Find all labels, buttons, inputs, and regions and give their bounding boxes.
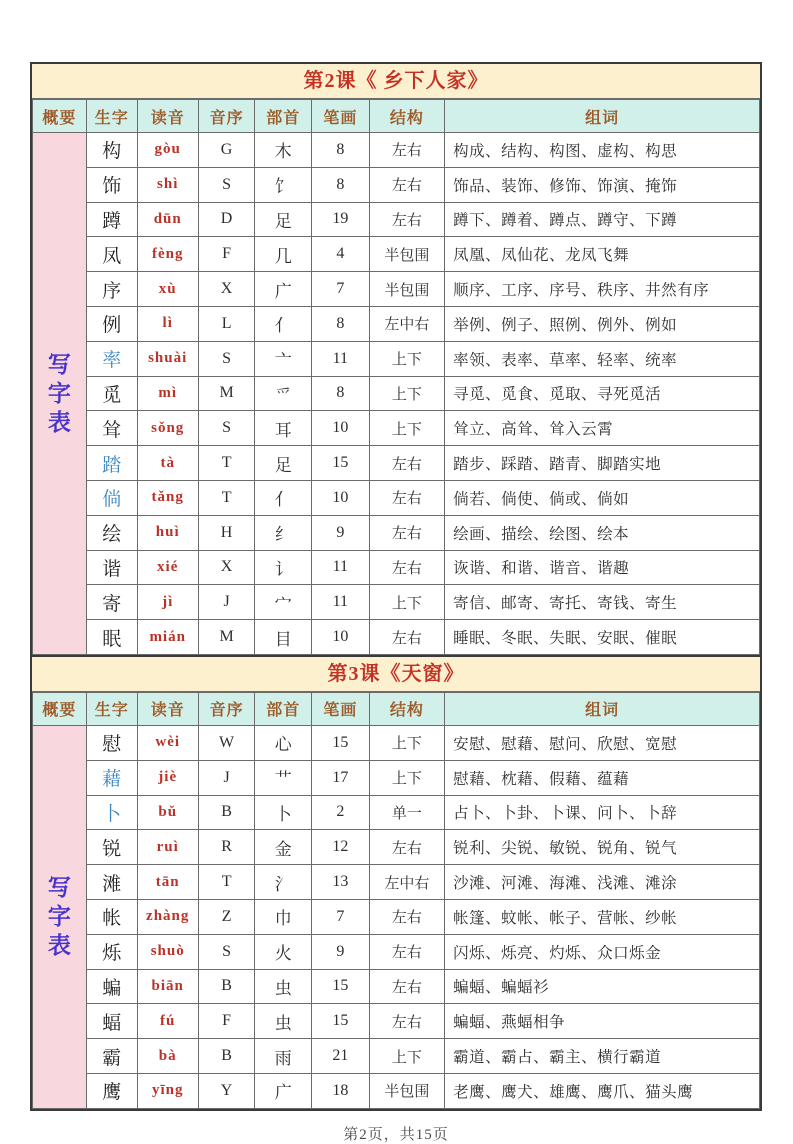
word-combinations-cell: 帐篷、蚊帐、帐子、营帐、纱帐 [445, 899, 760, 934]
stroke-count-cell: 15 [312, 446, 369, 481]
alphabetical-order-cell: L [198, 306, 255, 341]
stroke-count-cell: 15 [312, 969, 369, 1004]
word-combinations-cell: 蹲下、蹲着、蹲点、蹲守、下蹲 [445, 202, 760, 237]
character-row [33, 133, 760, 168]
radical-cell: 讠 [255, 550, 312, 585]
character-cell: 锐 [86, 830, 137, 865]
word-combinations-cell: 倘若、倘使、倘或、倘如 [445, 480, 760, 515]
pinyin-cell: gòu [137, 133, 198, 168]
character-cell: 滩 [86, 865, 137, 900]
character-cell: 藉 [86, 760, 137, 795]
stroke-count-cell: 9 [312, 515, 369, 550]
alphabetical-order-cell: B [198, 1039, 255, 1074]
character-row [33, 306, 760, 341]
structure-cell: 左右 [369, 969, 445, 1004]
radical-cell: 足 [255, 446, 312, 481]
stroke-count-cell: 8 [312, 133, 369, 168]
character-cell: 构 [86, 133, 137, 168]
column-header: 组词 [445, 100, 760, 133]
structure-cell: 上下 [369, 376, 445, 411]
radical-cell: 耳 [255, 411, 312, 446]
stroke-count-cell: 15 [312, 725, 369, 760]
word-combinations-cell: 绘画、描绘、绘图、绘本 [445, 515, 760, 550]
character-cell: 凤 [86, 237, 137, 272]
structure-cell: 上下 [369, 585, 445, 620]
pinyin-cell: bà [137, 1039, 198, 1074]
word-combinations-cell: 霸道、霸占、霸主、横行霸道 [445, 1039, 760, 1074]
stroke-count-cell: 4 [312, 237, 369, 272]
character-row [33, 760, 760, 795]
radical-cell: 木 [255, 133, 312, 168]
character-row [33, 376, 760, 411]
radical-cell: 巾 [255, 899, 312, 934]
structure-cell: 单一 [369, 795, 445, 830]
character-cell: 蹲 [86, 202, 137, 237]
word-combinations-cell: 寄信、邮寄、寄托、寄钱、寄生 [445, 585, 760, 620]
lesson-title: 第3课《天窗》 [32, 657, 760, 692]
header-row [33, 100, 760, 133]
alphabetical-order-cell: T [198, 480, 255, 515]
table-head [33, 692, 760, 725]
character-table [32, 99, 760, 655]
page-footer: 第2页，共15页 [343, 1126, 449, 1143]
character-row [33, 1073, 760, 1108]
pinyin-cell: xié [137, 550, 198, 585]
radical-cell: 广 [255, 272, 312, 307]
pinyin-cell: bǔ [137, 795, 198, 830]
character-cell: 耸 [86, 411, 137, 446]
structure-cell: 上下 [369, 760, 445, 795]
word-combinations-cell: 锐利、尖锐、敏锐、锐角、锐气 [445, 830, 760, 865]
alphabetical-order-cell: H [198, 515, 255, 550]
structure-cell: 左中右 [369, 306, 445, 341]
character-row [33, 480, 760, 515]
alphabetical-order-cell: G [198, 133, 255, 168]
column-header: 部首 [255, 692, 312, 725]
column-header: 部首 [255, 100, 312, 133]
character-cell: 倘 [86, 480, 137, 515]
overview-cell [33, 725, 87, 1108]
alphabetical-order-cell: D [198, 202, 255, 237]
pinyin-cell: shuài [137, 341, 198, 376]
word-combinations-cell: 顺序、工序、序号、秩序、井然有序 [445, 272, 760, 307]
structure-cell: 左右 [369, 515, 445, 550]
column-header: 生字 [86, 100, 137, 133]
character-cell: 例 [86, 306, 137, 341]
alphabetical-order-cell: B [198, 969, 255, 1004]
word-combinations-cell: 沙滩、河滩、海滩、浅滩、滩涂 [445, 865, 760, 900]
table-head [33, 100, 760, 133]
character-row [33, 795, 760, 830]
column-header: 笔画 [312, 100, 369, 133]
word-combinations-cell: 踏步、踩踏、踏青、脚踏实地 [445, 446, 760, 481]
character-row [33, 899, 760, 934]
stroke-count-cell: 17 [312, 760, 369, 795]
structure-cell: 左右 [369, 550, 445, 585]
word-combinations-cell: 凤凰、凤仙花、龙凤飞舞 [445, 237, 760, 272]
character-row [33, 411, 760, 446]
radical-cell: 目 [255, 620, 312, 655]
stroke-count-cell: 21 [312, 1039, 369, 1074]
alphabetical-order-cell: Z [198, 899, 255, 934]
character-row [33, 969, 760, 1004]
stroke-count-cell: 10 [312, 411, 369, 446]
structure-cell: 左中右 [369, 865, 445, 900]
alphabetical-order-cell: F [198, 237, 255, 272]
character-row [33, 725, 760, 760]
character-cell: 序 [86, 272, 137, 307]
character-row [33, 550, 760, 585]
column-header: 概要 [33, 100, 87, 133]
stroke-count-cell: 8 [312, 306, 369, 341]
character-row [33, 272, 760, 307]
overview-label [33, 875, 86, 959]
pinyin-cell: mì [137, 376, 198, 411]
pinyin-cell: sǒng [137, 411, 198, 446]
column-header: 读音 [137, 692, 198, 725]
column-header: 组词 [445, 692, 760, 725]
stroke-count-cell: 8 [312, 376, 369, 411]
structure-cell: 半包围 [369, 237, 445, 272]
word-combinations-cell: 耸立、高耸、耸入云霄 [445, 411, 760, 446]
stroke-count-cell: 11 [312, 550, 369, 585]
stroke-count-cell: 11 [312, 585, 369, 620]
structure-cell: 上下 [369, 725, 445, 760]
character-row [33, 202, 760, 237]
radical-cell: 火 [255, 934, 312, 969]
alphabetical-order-cell: X [198, 272, 255, 307]
overview-cell [33, 133, 87, 655]
character-table [32, 692, 760, 1109]
stroke-count-cell: 15 [312, 1004, 369, 1039]
radical-cell: 虫 [255, 1004, 312, 1039]
overview-label-char: 字 [47, 904, 71, 930]
pinyin-cell: zhàng [137, 899, 198, 934]
overview-label-char: 表 [47, 933, 71, 959]
header-row [33, 692, 760, 725]
character-cell: 慰 [86, 725, 137, 760]
word-combinations-cell: 举例、例子、照例、例外、例如 [445, 306, 760, 341]
column-header: 生字 [86, 692, 137, 725]
alphabetical-order-cell: M [198, 376, 255, 411]
structure-cell: 上下 [369, 341, 445, 376]
radical-cell: 雨 [255, 1039, 312, 1074]
pinyin-cell: wèi [137, 725, 198, 760]
radical-cell: 虫 [255, 969, 312, 1004]
table-body [33, 133, 760, 655]
overview-label [33, 352, 86, 436]
radical-cell: 饣 [255, 167, 312, 202]
stroke-count-cell: 10 [312, 620, 369, 655]
alphabetical-order-cell: W [198, 725, 255, 760]
structure-cell: 左右 [369, 167, 445, 202]
radical-cell: 亻 [255, 480, 312, 515]
stroke-count-cell: 13 [312, 865, 369, 900]
stroke-count-cell: 9 [312, 934, 369, 969]
character-cell: 谐 [86, 550, 137, 585]
character-cell: 觅 [86, 376, 137, 411]
character-row [33, 446, 760, 481]
character-cell: 绘 [86, 515, 137, 550]
pinyin-cell: huì [137, 515, 198, 550]
pinyin-cell: lì [137, 306, 198, 341]
alphabetical-order-cell: S [198, 934, 255, 969]
character-row [33, 620, 760, 655]
alphabetical-order-cell: M [198, 620, 255, 655]
overview-label-char: 表 [47, 410, 71, 436]
character-row [33, 1004, 760, 1039]
radical-cell: 亠 [255, 341, 312, 376]
alphabetical-order-cell: X [198, 550, 255, 585]
word-combinations-cell: 安慰、慰藉、慰问、欣慰、宽慰 [445, 725, 760, 760]
lesson-table-2 [30, 657, 762, 1111]
word-combinations-cell: 构成、结构、构图、虚构、构思 [445, 133, 760, 168]
structure-cell: 左右 [369, 899, 445, 934]
character-row [33, 237, 760, 272]
radical-cell: 金 [255, 830, 312, 865]
column-header: 笔画 [312, 692, 369, 725]
character-cell: 卜 [86, 795, 137, 830]
stroke-count-cell: 7 [312, 272, 369, 307]
word-combinations-cell: 慰藉、枕藉、假藉、蕴藉 [445, 760, 760, 795]
structure-cell: 左右 [369, 1004, 445, 1039]
radical-cell: 心 [255, 725, 312, 760]
stroke-count-cell: 11 [312, 341, 369, 376]
character-cell: 烁 [86, 934, 137, 969]
column-header: 音序 [198, 100, 255, 133]
character-row [33, 934, 760, 969]
stroke-count-cell: 18 [312, 1073, 369, 1108]
structure-cell: 左右 [369, 480, 445, 515]
structure-cell: 左右 [369, 202, 445, 237]
radical-cell: 几 [255, 237, 312, 272]
alphabetical-order-cell: S [198, 167, 255, 202]
pinyin-cell: fèng [137, 237, 198, 272]
radical-cell: 广 [255, 1073, 312, 1108]
character-row [33, 865, 760, 900]
character-row [33, 830, 760, 865]
pinyin-cell: mián [137, 620, 198, 655]
structure-cell: 左右 [369, 934, 445, 969]
lesson-title: 第2课《 乡下人家》 [32, 64, 760, 99]
word-combinations-cell: 蝙蝠、蝙蝠衫 [445, 969, 760, 1004]
character-cell: 饰 [86, 167, 137, 202]
column-header: 结构 [369, 692, 445, 725]
pinyin-cell: jì [137, 585, 198, 620]
character-cell: 帐 [86, 899, 137, 934]
structure-cell: 上下 [369, 1039, 445, 1074]
character-cell: 率 [86, 341, 137, 376]
structure-cell: 上下 [369, 411, 445, 446]
radical-cell: 氵 [255, 865, 312, 900]
pinyin-cell: shì [137, 167, 198, 202]
character-cell: 霸 [86, 1039, 137, 1074]
lesson-table-1 [30, 62, 762, 657]
alphabetical-order-cell: B [198, 795, 255, 830]
alphabetical-order-cell: S [198, 411, 255, 446]
stroke-count-cell: 12 [312, 830, 369, 865]
radical-cell: 纟 [255, 515, 312, 550]
character-row [33, 167, 760, 202]
pinyin-cell: jiè [137, 760, 198, 795]
word-combinations-cell: 老鹰、鹰犬、雄鹰、鹰爪、猫头鹰 [445, 1073, 760, 1108]
pinyin-cell: yīng [137, 1073, 198, 1108]
word-combinations-cell: 饰品、装饰、修饰、饰演、掩饰 [445, 167, 760, 202]
alphabetical-order-cell: J [198, 760, 255, 795]
character-cell: 蝙 [86, 969, 137, 1004]
pinyin-cell: tà [137, 446, 198, 481]
stroke-count-cell: 8 [312, 167, 369, 202]
pinyin-cell: dūn [137, 202, 198, 237]
structure-cell: 半包围 [369, 272, 445, 307]
word-combinations-cell: 寻觅、觅食、觅取、寻死觅活 [445, 376, 760, 411]
column-header: 概要 [33, 692, 87, 725]
character-cell: 蝠 [86, 1004, 137, 1039]
alphabetical-order-cell: S [198, 341, 255, 376]
alphabetical-order-cell: R [198, 830, 255, 865]
structure-cell: 左右 [369, 620, 445, 655]
word-combinations-cell: 率领、表率、草率、轻率、统率 [445, 341, 760, 376]
word-combinations-cell: 闪烁、烁亮、灼烁、众口烁金 [445, 934, 760, 969]
column-header: 结构 [369, 100, 445, 133]
radical-cell: 卜 [255, 795, 312, 830]
tables-container [30, 62, 762, 1111]
character-cell: 踏 [86, 446, 137, 481]
pinyin-cell: ruì [137, 830, 198, 865]
pinyin-cell: shuò [137, 934, 198, 969]
structure-cell: 半包围 [369, 1073, 445, 1108]
structure-cell: 左右 [369, 830, 445, 865]
stroke-count-cell: 19 [312, 202, 369, 237]
character-cell: 眠 [86, 620, 137, 655]
alphabetical-order-cell: Y [198, 1073, 255, 1108]
overview-label-char: 写 [47, 351, 71, 377]
word-combinations-cell: 睡眠、冬眠、失眠、安眠、催眠 [445, 620, 760, 655]
pinyin-cell: fú [137, 1004, 198, 1039]
word-combinations-cell: 蝙蝠、燕蝠相争 [445, 1004, 760, 1039]
radical-cell: 艹 [255, 760, 312, 795]
character-cell: 寄 [86, 585, 137, 620]
character-row [33, 515, 760, 550]
stroke-count-cell: 7 [312, 899, 369, 934]
overview-label-char: 字 [47, 380, 71, 406]
word-combinations-cell: 占卜、卜卦、卜课、问卜、卜辞 [445, 795, 760, 830]
pinyin-cell: biān [137, 969, 198, 1004]
stroke-count-cell: 2 [312, 795, 369, 830]
alphabetical-order-cell: J [198, 585, 255, 620]
pinyin-cell: tǎng [137, 480, 198, 515]
alphabetical-order-cell: F [198, 1004, 255, 1039]
column-header: 读音 [137, 100, 198, 133]
word-combinations-cell: 诙谐、和谐、谐音、谐趣 [445, 550, 760, 585]
radical-cell: 亻 [255, 306, 312, 341]
character-cell: 鹰 [86, 1073, 137, 1108]
pinyin-cell: xù [137, 272, 198, 307]
structure-cell: 左右 [369, 133, 445, 168]
stroke-count-cell: 10 [312, 480, 369, 515]
column-header: 音序 [198, 692, 255, 725]
alphabetical-order-cell: T [198, 446, 255, 481]
structure-cell: 左右 [369, 446, 445, 481]
character-row [33, 1039, 760, 1074]
pinyin-cell: tān [137, 865, 198, 900]
radical-cell: 爫 [255, 376, 312, 411]
table-body [33, 725, 760, 1108]
alphabetical-order-cell: T [198, 865, 255, 900]
radical-cell: 宀 [255, 585, 312, 620]
character-row [33, 585, 760, 620]
overview-label-char: 写 [47, 874, 71, 900]
character-row [33, 341, 760, 376]
radical-cell: 足 [255, 202, 312, 237]
